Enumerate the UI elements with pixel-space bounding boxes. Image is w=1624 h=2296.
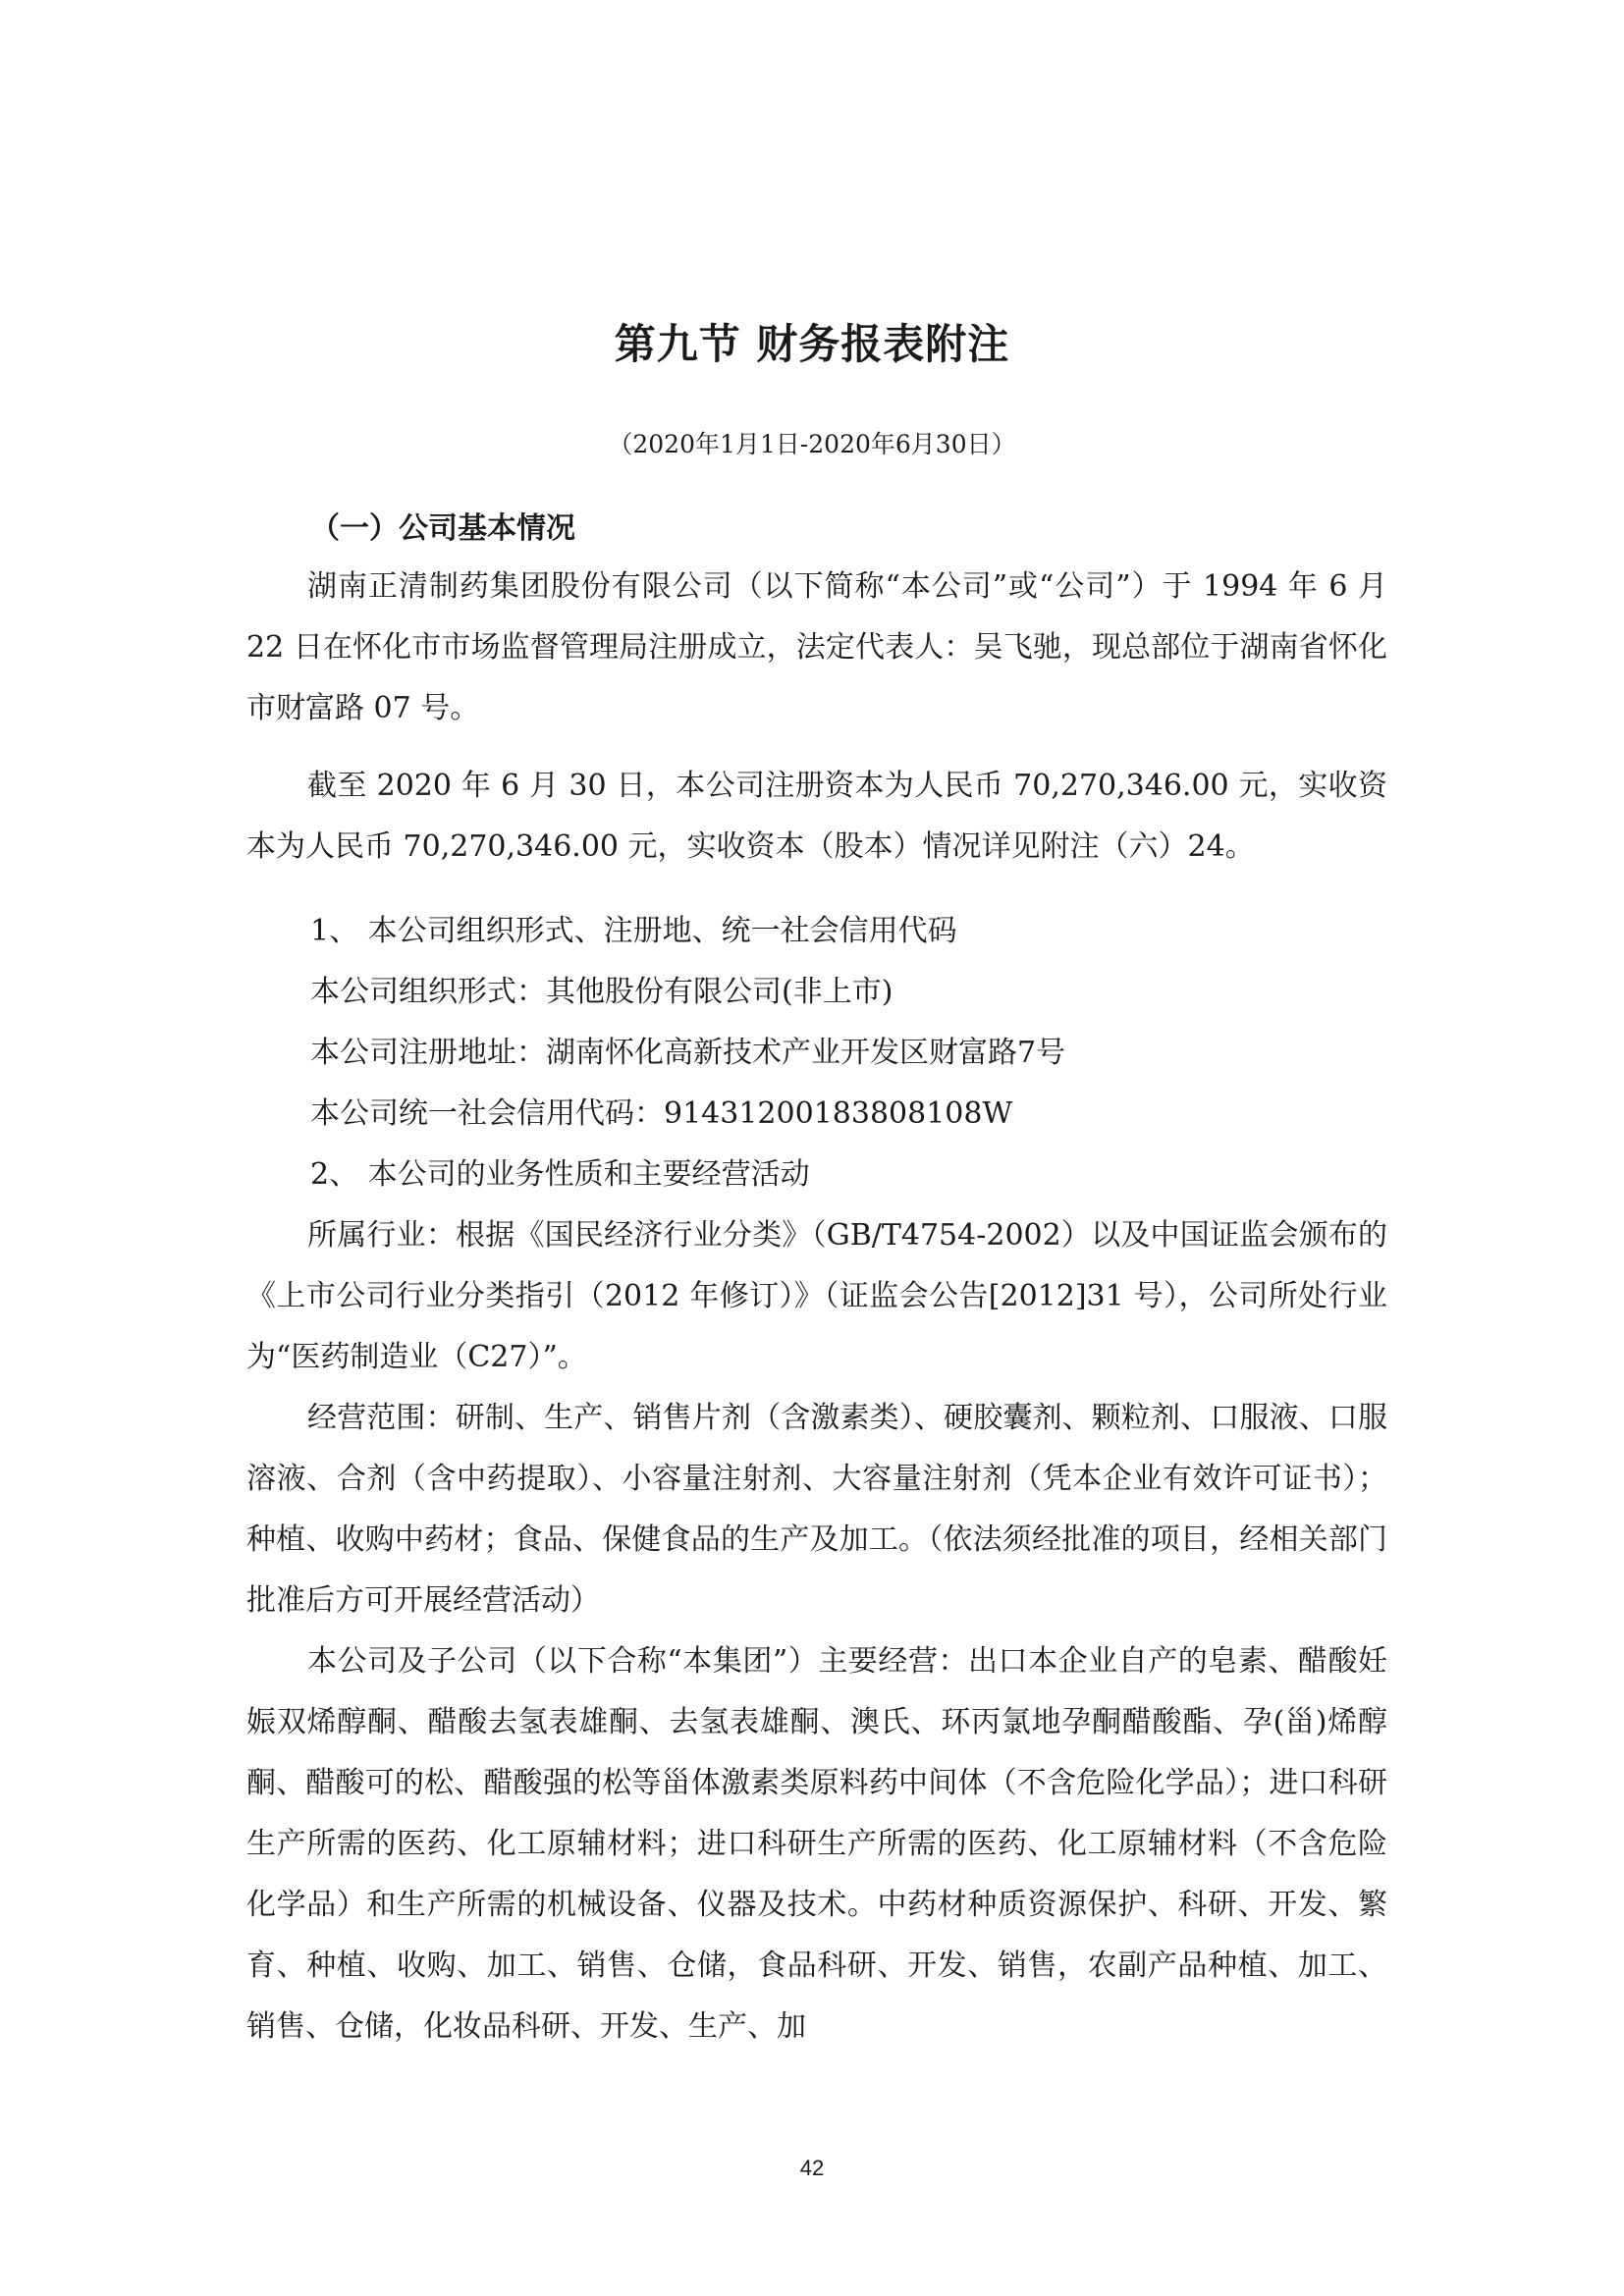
paragraph-group-business: 本公司及子公司（以下合称“本集团”）主要经营：出口本企业自产的皂素、醋酸妊娠双烯醇酮、醋酸去氢表雄酮、去氢表雄酮、澳氏、环丙氯地孕酮醋酸酯、孕(甾)烯醇酮、醋酸可的松、醋酸强的松等甾体激素类原料药中间体（不含危险化学品）；进口科研生产所需的医药、化工原辅材料；进口科研生产所需的医药、化工原辅材料（不含危险化学品）和生产所需的机械设备、仪器及技术。中药材种质资源保护、科研、开发、繁育、种植、收购、加工、销售、仓储，食品科研、开发、销售，农副产品种植、加工、销售、仓储，化妆品科研、开发、生产、加	[246, 1644, 1387, 2044]
section-heading: （一）公司基本情况	[310, 511, 575, 546]
credit-code-line: 本公司统一社会信用代码：91431200183808108W	[310, 1096, 1013, 1131]
reporting-period: （2020年1月1日-2020年6月30日）	[608, 430, 1016, 458]
org-form-line: 本公司组织形式：其他股份有限公司(非上市)	[310, 975, 893, 1009]
paragraph-scope: 经营范围：研制、生产、销售片剂（含激素类）、硬胶囊剂、颗粒剂、口服液、口服溶液、合剂（含中药提取）、小容量注射剂、大容量注射剂（凭本企业有效许可证书）；种植、收购中药材；食品、保健食品的生产及加工。（依法须经批准的项目，经相关部门批准后方可开展经营活动）	[246, 1401, 1387, 1618]
reg-address-line: 本公司注册地址：湖南怀化高新技术产业开发区财富路7号	[310, 1036, 1066, 1070]
paragraph-industry: 所属行业：根据《国民经济行业分类》（GB/T4754-2002）以及中国证监会颁布的《上市公司行业分类指引（2012 年修订）》（证监会公告[2012]31 号），公司所处行业为“医药制造业（C27）”。	[246, 1218, 1387, 1374]
item2-title: 2、 本公司的业务性质和主要经营活动	[310, 1157, 810, 1192]
paragraph-intro: 湖南正清制药集团股份有限公司（以下简称“本公司”或“公司”）于 1994 年 6 月 22 日在怀化市市场监督管理局注册成立，法定代表人：吴飞驰，现总部位于湖南省怀化市财富路 07 号。	[246, 569, 1387, 725]
item1-title: 1、 本公司组织形式、注册地、统一社会信用代码	[310, 914, 957, 948]
page-title: 第九节 财务报表附注	[614, 320, 1010, 368]
page-number: 42	[799, 2156, 825, 2180]
paragraph-capital: 截至 2020 年 6 月 30 日，本公司注册资本为人民币 70,270,346.00 元，实收资本为人民币 70,270,346.00 元，实收资本（股本）情况详见附注（六）24。	[246, 769, 1387, 864]
